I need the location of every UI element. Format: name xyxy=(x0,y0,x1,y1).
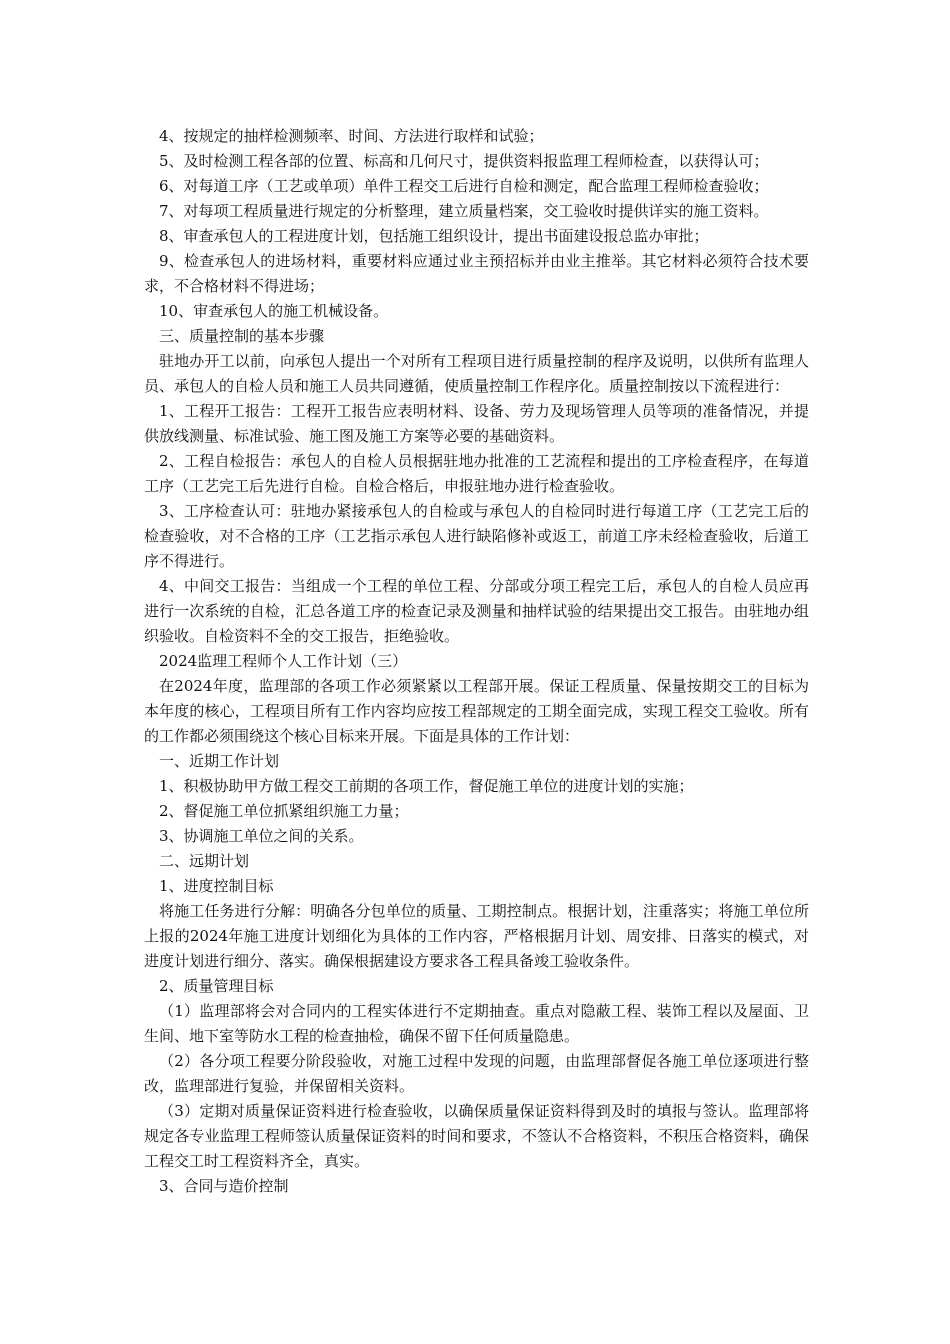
paragraph: 2、督促施工单位抓紧组织施工力量； xyxy=(159,802,409,820)
subsection-heading: 2、质量管理目标 xyxy=(159,977,274,995)
section-heading: 二、远期计划 xyxy=(159,852,250,870)
paragraph: （3）定期对质量保证资料进行检查验收，以确保质量保证资料得到及时的填报与签认。监理部将规定各专业监理工程师签认质量保证资料的时间和要求，不签认不合格资料，不积压合格资料，确保工程交工时工程资料齐全，真实。 xyxy=(144,1102,809,1170)
paragraph: 1、工程开工报告：工程开工报告应表明材料、设备、劳力及现场管理人员等项的准备情况，并提供放线测量、标准试验、施工图及施工方案等必要的基础资料。 xyxy=(144,402,809,445)
paragraph: 3、协调施工单位之间的关系。 xyxy=(159,827,364,845)
paragraph: 8、审查承包人的工程进度计划，包括施工组织设计，提出书面建设报总监办审批； xyxy=(159,227,709,245)
paragraph: 10、审查承包人的施工机械设备。 xyxy=(159,302,389,320)
paragraph: 6、对每道工序（工艺或单项）单件工程交工后进行自检和测定，配合监理工程师检查验收； xyxy=(159,177,769,195)
paragraph: （2）各分项工程要分阶段验收，对施工过程中发现的问题，由监理部督促各施工单位逐项进行整改，监理部进行复验，并保留相关资料。 xyxy=(144,1052,809,1095)
paragraph: 5、及时检测工程各部的位置、标高和几何尺寸，提供资料报监理工程师检查，以获得认可； xyxy=(159,152,769,170)
paragraph: 4、按规定的抽样检测频率、时间、方法进行取样和试验； xyxy=(159,127,544,145)
paragraph: 将施工任务进行分解：明确各分包单位的质量、工期控制点。根据计划，注重落实；将施工单位所上报的2024年施工进度计划细化为具体的工作内容，严格根据月计划、周安排、日落实的模式，对进度计划进行细分、落实。确保根据建设方要求各工程具备竣工验收条件。 xyxy=(144,902,809,970)
document-body xyxy=(144,124,809,1199)
paragraph: 4、中间交工报告：当组成一个工程的单位工程、分部或分项工程完工后，承包人的自检人员应再进行一次系统的自检，汇总各道工序的检查记录及测量和抽样试验的结果提出交工报告。由驻地办组织验收。自检资料不全的交工报告，拒绝验收。 xyxy=(144,577,809,645)
paragraph: 9、检查承包人的进场材料，重要材料应通过业主预招标并由业主推举。其它材料必须符合技术要求，不合格材料不得进场； xyxy=(144,252,809,295)
paragraph: 3、工序检查认可：驻地办紧接承包人的自检或与承包人的自检同时进行每道工序（工艺完工后的检查验收，对不合格的工序（工艺指示承包人进行缺陷修补或返工，前道工序未经检查验收，后道工序不得进行。 xyxy=(144,502,809,570)
paragraph: 2、工程自检报告：承包人的自检人员根据驻地办批准的工艺流程和提出的工序检查程序，在每道工序（工艺完工后先进行自检。自检合格后，申报驻地办进行检查验收。 xyxy=(144,452,809,495)
section-heading: 三、质量控制的基本步骤 xyxy=(159,327,325,345)
paragraph: （1）监理部将会对合同内的工程实体进行不定期抽查。重点对隐蔽工程、装饰工程以及屋面、卫生间、地下室等防水工程的检查抽检，确保不留下任何质量隐患。 xyxy=(144,1002,809,1045)
subsection-heading: 3、合同与造价控制 xyxy=(159,1177,289,1195)
document-title: 2024监理工程师个人工作计划（三） xyxy=(159,652,408,670)
paragraph: 1、积极协助甲方做工程交工前期的各项工作，督促施工单位的进度计划的实施； xyxy=(159,777,694,795)
paragraph: 7、对每项工程质量进行规定的分析整理，建立质量档案，交工验收时提供详实的施工资料。 xyxy=(159,202,769,220)
paragraph: 在2024年度，监理部的各项工作必须紧紧以工程部开展。保证工程质量、保量按期交工的目标为本年度的核心，工程项目所有工作内容均应按工程部规定的工期全面完成，实现工程交工验收。所有的工作都必须围绕这个核心目标来开展。下面是具体的工作计划： xyxy=(144,677,809,745)
subsection-heading: 1、进度控制目标 xyxy=(159,877,274,895)
paragraph: 驻地办开工以前，向承包人提出一个对所有工程项目进行质量控制的程序及说明，以供所有监理人员、承包人的自检人员和施工人员共同遵循，使质量控制工作程序化。质量控制按以下流程进行： xyxy=(144,352,809,395)
section-heading: 一、近期工作计划 xyxy=(159,752,280,770)
